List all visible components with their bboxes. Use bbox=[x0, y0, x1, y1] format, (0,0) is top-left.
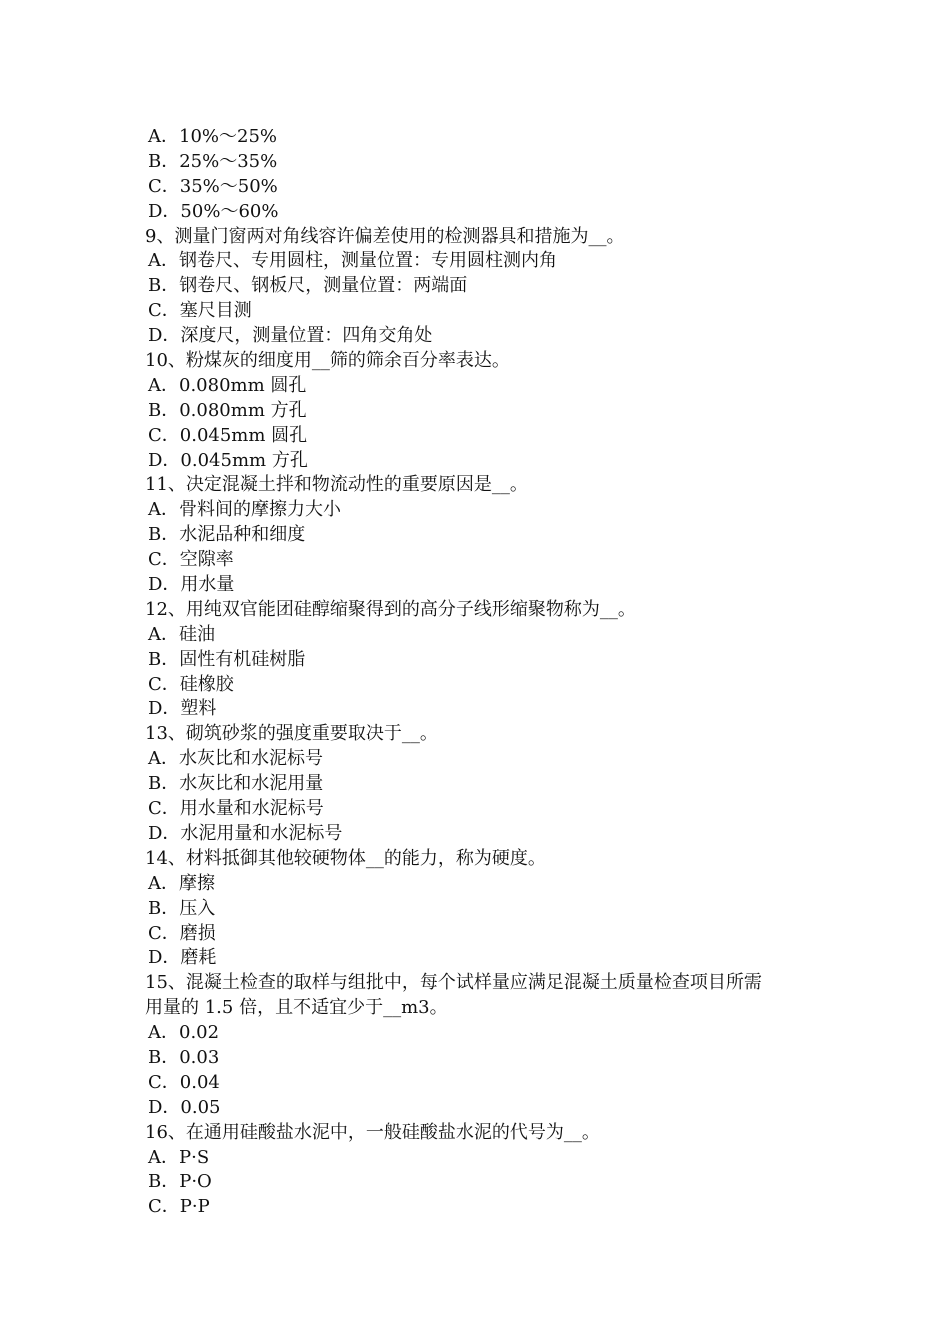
option-line: C．塞尺目测 bbox=[148, 300, 252, 322]
option-line: B．25%～35% bbox=[148, 150, 278, 172]
question-line: 14、材料抵御其他较硬物体__的能力，称为硬度。 bbox=[145, 847, 546, 869]
option-line: A．10%～25% bbox=[148, 126, 278, 147]
option-line: A．钢卷尺、专用圆柱，测量位置：专用圆柱测内角 bbox=[148, 250, 557, 272]
question-line: 16、在通用硅酸盐水泥中，一般硅酸盐水泥的代号为__。 bbox=[145, 1121, 600, 1143]
option-line: D．用水量 bbox=[148, 574, 235, 596]
option-line: C．0.04 bbox=[148, 1071, 220, 1093]
option-line: A．水灰比和水泥标号 bbox=[148, 748, 323, 770]
option-line: C．P·P bbox=[148, 1196, 210, 1218]
option-line: C．0.045mm 圆孔 bbox=[148, 424, 308, 446]
question-line: 10、粉煤灰的细度用__筛的筛余百分率表达。 bbox=[145, 350, 510, 372]
option-line: B．0.080mm 方孔 bbox=[148, 399, 307, 421]
question-line: 12、用纯双官能团硅醇缩聚得到的高分子线形缩聚物称为__。 bbox=[145, 598, 636, 620]
option-line: D．50%～60% bbox=[148, 200, 279, 222]
option-line: B．0.03 bbox=[148, 1046, 220, 1068]
option-line: A．P·S bbox=[148, 1146, 210, 1168]
option-line: B．压入 bbox=[148, 897, 216, 919]
option-line: D．0.045mm 方孔 bbox=[148, 449, 308, 471]
question-line: 9、测量门窗两对角线容许偏差使用的检测器具和措施为__。 bbox=[145, 225, 625, 247]
option-line: B．钢卷尺、钢板尺，测量位置：两端面 bbox=[148, 275, 468, 297]
question-line: 13、砌筑砂浆的强度重要取决于__。 bbox=[145, 723, 438, 745]
option-line: C．硅橡胶 bbox=[148, 673, 234, 695]
option-line: D．0.05 bbox=[148, 1096, 221, 1118]
option-line: C．磨损 bbox=[148, 922, 216, 944]
option-line: B．水灰比和水泥用量 bbox=[148, 773, 324, 795]
option-line: A．硅油 bbox=[148, 623, 215, 645]
option-line: A．骨料间的摩擦力大小 bbox=[148, 499, 341, 521]
option-line: A．0.080mm 圆孔 bbox=[148, 374, 307, 396]
option-line: A．摩擦 bbox=[148, 872, 215, 894]
option-line: D．水泥用量和水泥标号 bbox=[148, 822, 343, 844]
option-line: B．P·O bbox=[148, 1171, 212, 1193]
option-line: C．35%～50% bbox=[148, 175, 278, 197]
option-line: C．空隙率 bbox=[148, 549, 234, 571]
option-line: D．磨耗 bbox=[148, 947, 217, 969]
option-line: B．水泥品种和细度 bbox=[148, 524, 306, 546]
question-list bbox=[145, 125, 810, 1220]
option-line: B．固性有机硅树脂 bbox=[148, 648, 306, 670]
option-line: C．用水量和水泥标号 bbox=[148, 798, 324, 820]
question-line-continued: 用量的 1.5 倍，且不适宜少于__m3。 bbox=[145, 997, 448, 1019]
question-line: 15、混凝土检查的取样与组批中，每个试样量应满足混凝土质量检查项目所需 bbox=[145, 972, 762, 994]
option-line: D．塑料 bbox=[148, 698, 217, 720]
question-line: 11、决定混凝土拌和物流动性的重要原因是__。 bbox=[145, 474, 528, 496]
option-line: A．0.02 bbox=[148, 1022, 220, 1044]
option-line: D．深度尺，测量位置：四角交角处 bbox=[148, 325, 433, 347]
